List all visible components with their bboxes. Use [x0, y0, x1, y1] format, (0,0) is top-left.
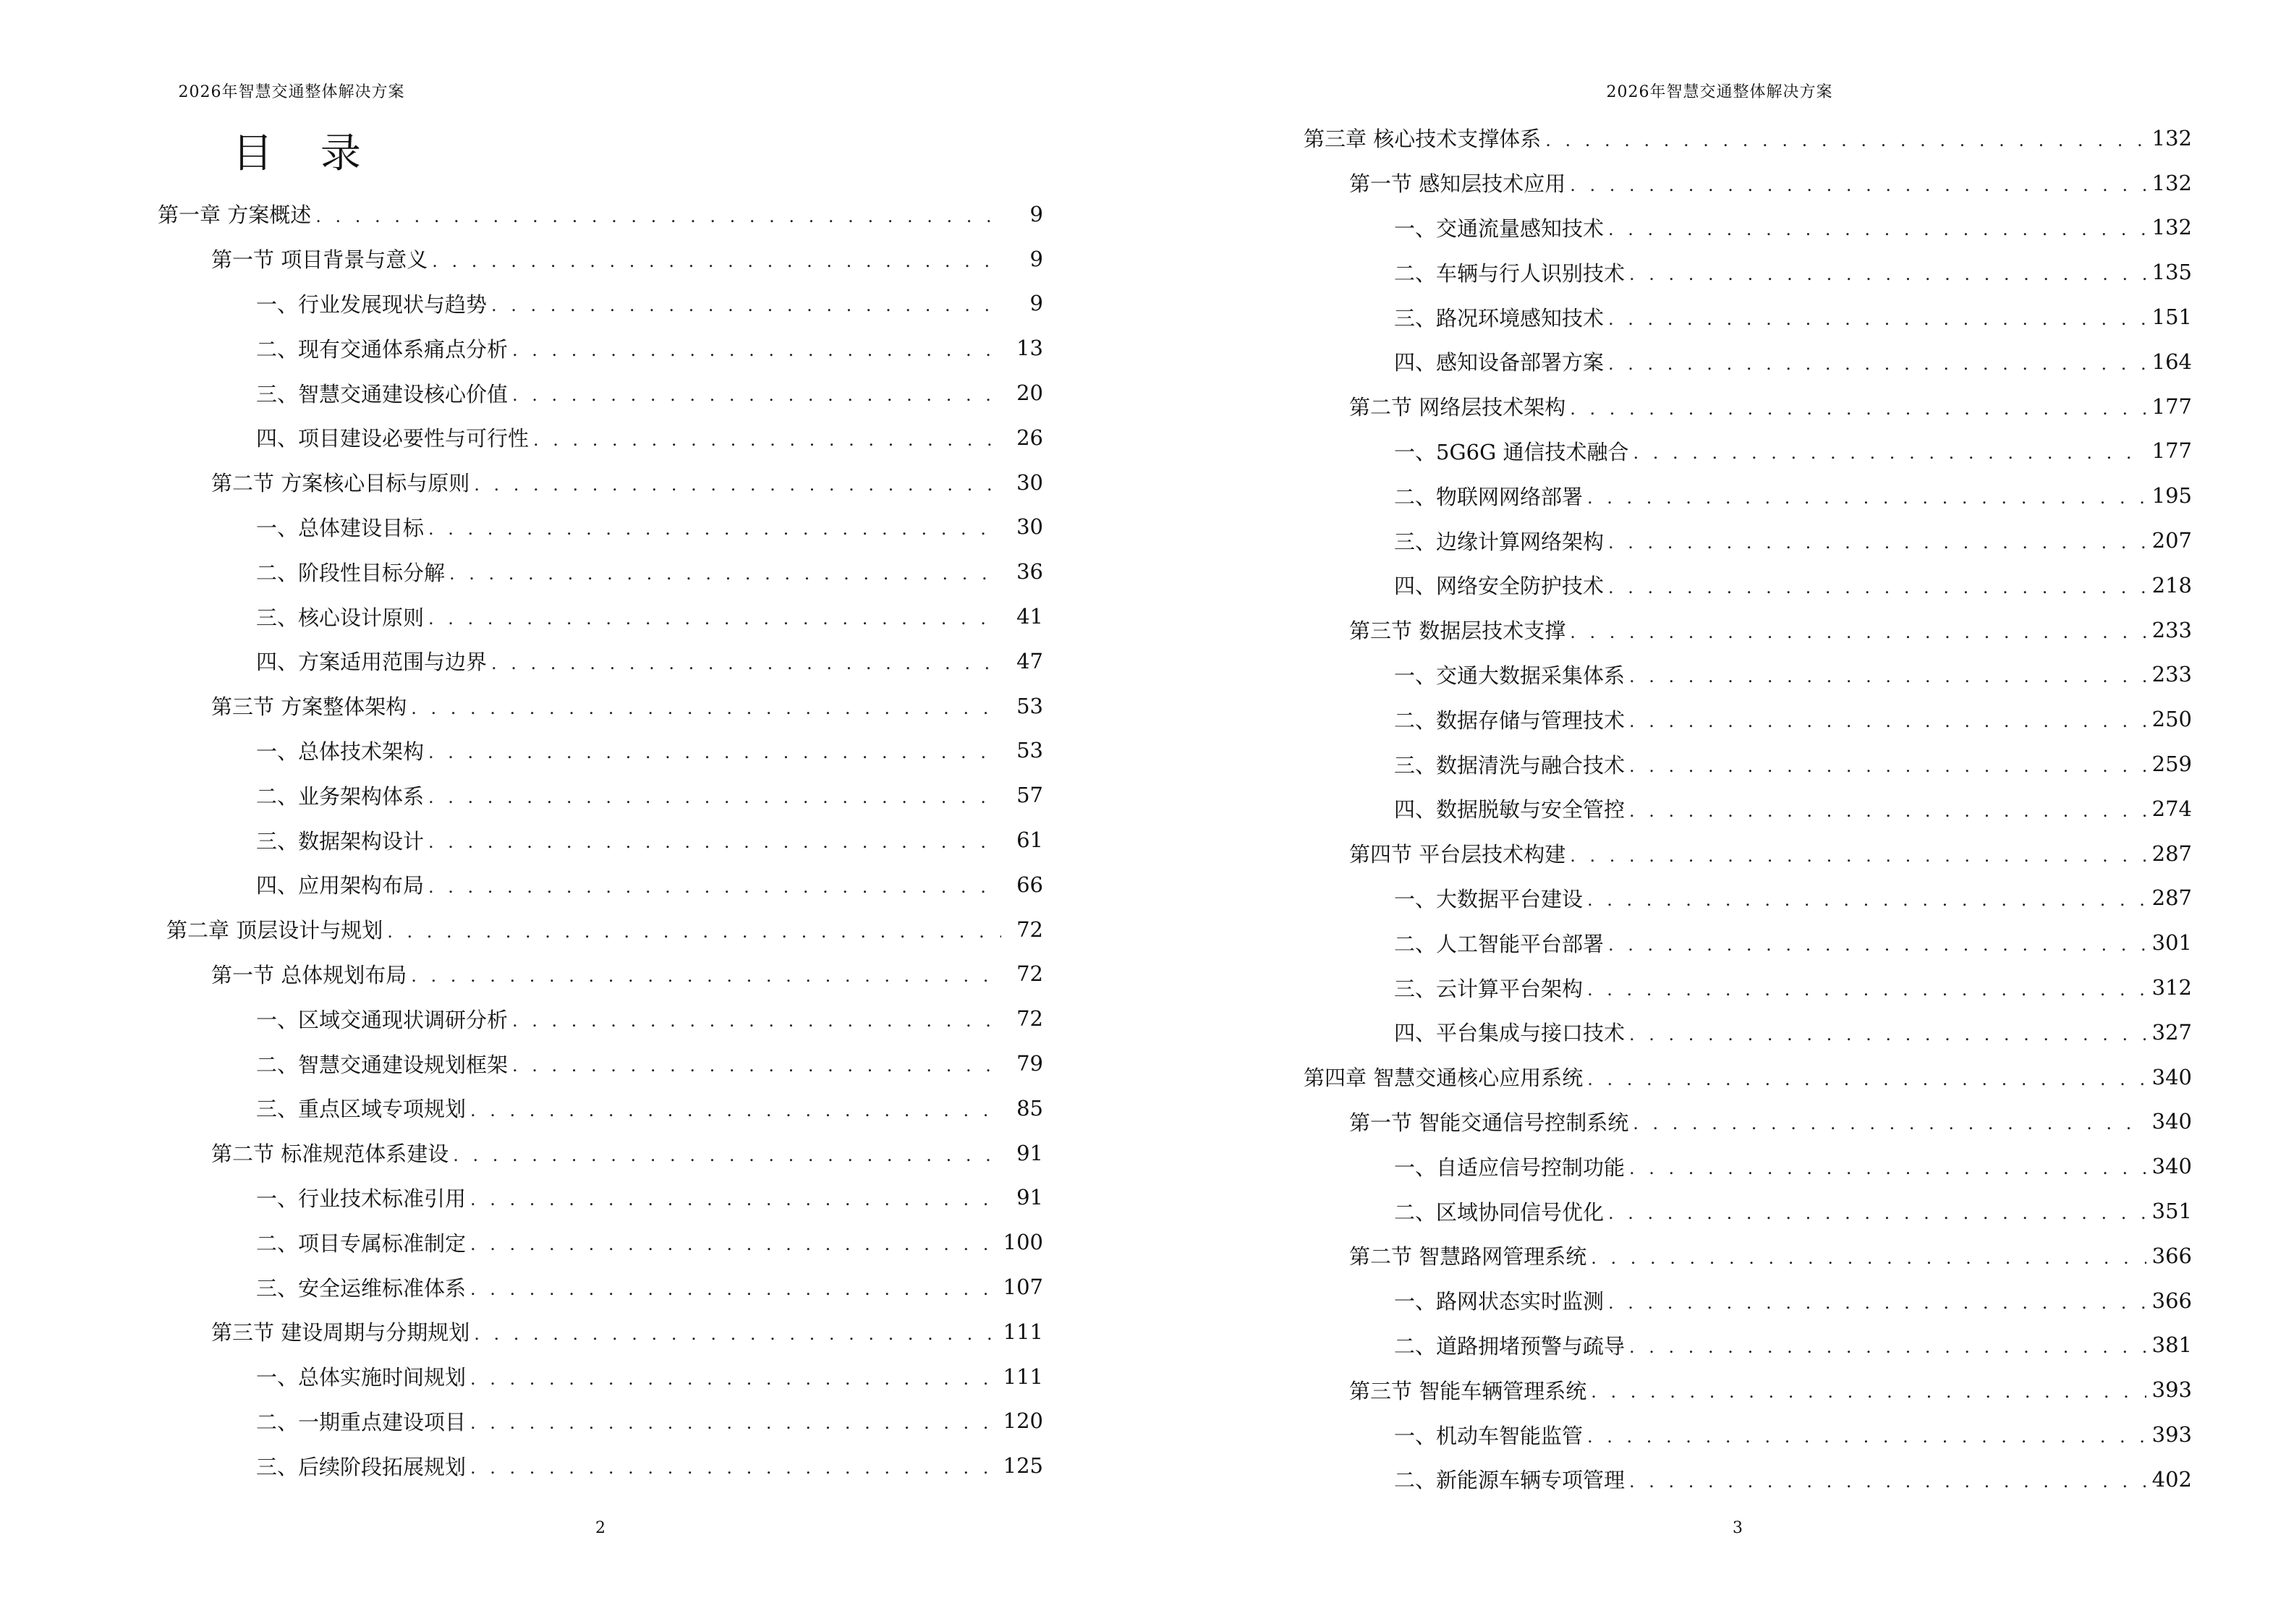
- toc-leader-dots: [1570, 622, 2146, 642]
- toc-entry-subsection[interactable]: [1394, 920, 2192, 965]
- toc-leader-dots: [512, 340, 1001, 360]
- toc-entry-subsection[interactable]: [256, 1086, 1043, 1131]
- toc-entry-section[interactable]: [1349, 1100, 2192, 1144]
- toc-entry-subsection[interactable]: [256, 1354, 1043, 1399]
- toc-leader-dots: [512, 385, 1001, 405]
- toc-entry-chapter[interactable]: [166, 907, 1043, 952]
- toc-leader-dots: [1629, 1024, 2146, 1045]
- toc-entry-page: 125: [1003, 1453, 1043, 1479]
- toc-leader-dots: [470, 1189, 1001, 1210]
- toc-entry-subsection[interactable]: [1394, 1189, 2192, 1233]
- right-page: [1143, 0, 2286, 1624]
- toc-leader-dots: [1570, 846, 2146, 866]
- page-header: 2026年智慧交通整体解决方案: [178, 83, 405, 101]
- toc-leader-dots: [1608, 532, 2146, 553]
- toc-entry-subsection[interactable]: [256, 1041, 1043, 1086]
- toc-entry-page: 287: [2151, 885, 2192, 911]
- toc-leader-dots: [387, 922, 1001, 942]
- toc-leader-dots: [453, 1145, 1001, 1165]
- toc-entry-label: 一、行业技术标准引用: [256, 1186, 467, 1211]
- toc-leader-dots: [1587, 488, 2146, 508]
- toc-leader-dots: [1587, 1427, 2146, 1447]
- toc-entry-label: 一、5G6G 通信技术融合: [1394, 439, 1629, 464]
- toc-leader-dots: [491, 653, 1001, 673]
- toc-entry-label: 三、安全运维标准体系: [256, 1275, 467, 1301]
- toc-entry-page: 66: [1016, 872, 1043, 897]
- toc-entry-label: 一、自适应信号控制功能: [1394, 1155, 1626, 1180]
- toc-entry-label: 二、智慧交通建设规划框架: [256, 1052, 509, 1077]
- toc-entry-page: 250: [2151, 707, 2192, 732]
- toc-entry-page: 135: [2151, 260, 2192, 285]
- toc-entry-page: 72: [1016, 917, 1043, 942]
- toc-entry-label: 四、感知设备部署方案: [1394, 350, 1605, 375]
- toc-entry-subsection[interactable]: [256, 505, 1043, 550]
- toc-entry-page: 30: [1016, 469, 1043, 495]
- toc-leader-dots: [470, 1100, 1001, 1121]
- toc-entry-page: 132: [2151, 125, 2192, 150]
- toc-entry-label: 三、智慧交通建设核心价值: [256, 381, 509, 407]
- toc-entry-label: 第二节 方案核心目标与原则: [211, 471, 470, 496]
- toc-entry-section[interactable]: [211, 1309, 1043, 1354]
- toc-entry-subsection[interactable]: [256, 415, 1043, 460]
- toc-entry-page: 351: [2151, 1199, 2192, 1224]
- toc-entry-label: 第一节 智能交通信号控制系统: [1349, 1110, 1629, 1135]
- toc-entry-label: 第三节 建设周期与分期规划: [211, 1320, 470, 1345]
- toc-entry-subsection[interactable]: [256, 773, 1043, 817]
- toc-entry-section[interactable]: [211, 460, 1043, 505]
- toc-entry-section[interactable]: [211, 1131, 1043, 1176]
- toc-entry-page: 9: [1029, 201, 1043, 226]
- toc-leader-dots: [1608, 1203, 2146, 1223]
- toc-entry-label: 二、数据存储与管理技术: [1394, 707, 1626, 733]
- toc-entry-label: 第四节 平台层技术构建: [1349, 842, 1566, 867]
- toc-entry-subsection[interactable]: [1394, 205, 2192, 250]
- toc-entry-label: 四、数据脱敏与安全管控: [1394, 797, 1626, 822]
- toc-leader-dots: [491, 295, 1001, 315]
- toc-entry-label: 四、平台集成与接口技术: [1394, 1021, 1626, 1046]
- toc-entry-label: 一、交通流量感知技术: [1394, 216, 1605, 241]
- toc-entry-subsection[interactable]: [256, 1399, 1043, 1444]
- toc-entry-page: 41: [1016, 604, 1043, 629]
- toc-entry-label: 四、方案适用范围与边界: [256, 650, 488, 675]
- toc-entry-label: 二、现有交通体系痛点分析: [256, 336, 509, 362]
- toc-entry-label: 三、数据架构设计: [256, 828, 425, 854]
- toc-entry-page: 13: [1016, 336, 1043, 361]
- toc-entry-page: 57: [1016, 783, 1043, 808]
- toc-entry-label: 三、重点区域专项规划: [256, 1097, 467, 1122]
- toc-entry-page: 85: [1016, 1095, 1043, 1121]
- toc-entry-page: 207: [2151, 528, 2192, 553]
- toc-leader-dots: [1608, 935, 2146, 955]
- toc-entry-label: 四、网络安全防护技术: [1394, 574, 1605, 599]
- page-header: 2026年智慧交通整体解决方案: [1606, 83, 1833, 101]
- toc-entry-section[interactable]: [211, 952, 1043, 997]
- toc-entry-subsection[interactable]: [256, 862, 1043, 907]
- toc-entry-page: 195: [2151, 483, 2192, 509]
- toc-entry-label: 第三章 核心技术支撑体系: [1304, 127, 1542, 152]
- toc-entry-subsection[interactable]: [1394, 786, 2192, 831]
- toc-entry-label: 第二章 顶层设计与规划: [166, 918, 383, 943]
- toc-entry-page: 402: [2151, 1466, 2192, 1492]
- toc-leader-dots: [1591, 1382, 2146, 1402]
- toc-leader-dots: [533, 430, 1001, 450]
- toc-leader-dots: [1629, 1158, 2146, 1178]
- toc-leader-dots: [512, 1055, 1001, 1076]
- toc-entry-page: 61: [1016, 828, 1043, 853]
- toc-entry-label: 一、总体技术架构: [256, 739, 425, 764]
- toc-leader-dots: [411, 966, 1001, 986]
- toc-entry-label: 第四章 智慧交通核心应用系统: [1304, 1066, 1584, 1091]
- toc-entry-label: 二、人工智能平台部署: [1394, 931, 1605, 956]
- toc-list-right: [1143, 116, 2286, 1502]
- toc-leader-dots: [470, 1279, 998, 1299]
- toc-entry-label: 二、业务架构体系: [256, 783, 425, 809]
- toc-leader-dots: [1587, 1069, 2146, 1089]
- toc-entry-section[interactable]: [1349, 384, 2192, 429]
- toc-entry-label: 一、大数据平台建设: [1394, 886, 1584, 911]
- toc-entry-page: 340: [2151, 1109, 2192, 1134]
- toc-entry-subsection[interactable]: [1394, 876, 2192, 921]
- toc-leader-dots: [449, 564, 1001, 584]
- toc-entry-page: 164: [2151, 349, 2192, 374]
- toc-entry-label: 第一章 方案概述: [158, 203, 312, 228]
- toc-entry-page: 111: [1003, 1319, 1043, 1344]
- toc-entry-page: 177: [2151, 438, 2192, 464]
- toc-entry-subsection[interactable]: [256, 639, 1043, 684]
- toc-leader-dots: [428, 832, 1001, 852]
- toc-entry-label: 第三节 数据层技术支撑: [1349, 618, 1566, 644]
- toc-entry-page: 111: [1003, 1364, 1043, 1389]
- toc-entry-subsection[interactable]: [256, 281, 1043, 326]
- toc-entry-page: 53: [1016, 738, 1043, 763]
- toc-entry-label: 第一节 项目背景与意义: [211, 247, 428, 273]
- toc-leader-dots: [1608, 219, 2146, 239]
- toc-entry-page: 218: [2151, 572, 2192, 598]
- toc-entry-label: 三、边缘计算网络架构: [1394, 529, 1605, 554]
- toc-entry-label: 二、车辆与行人识别技术: [1394, 260, 1626, 286]
- toc-leader-dots: [1629, 264, 2146, 284]
- toc-leader-dots: [428, 608, 1001, 629]
- toc-entry-subsection[interactable]: [256, 1220, 1043, 1264]
- toc-entry-subsection[interactable]: [1394, 741, 2192, 786]
- toc-entry-section[interactable]: [1349, 161, 2192, 205]
- toc-leader-dots: [1629, 666, 2146, 686]
- toc-entry-page: 132: [2151, 215, 2192, 240]
- toc-entry-subsection[interactable]: [256, 549, 1043, 594]
- toc-leader-dots: [1608, 1293, 2146, 1313]
- toc-entry-subsection[interactable]: [1394, 518, 2192, 563]
- toc-entry-page: 100: [1003, 1230, 1043, 1255]
- toc-entry-page: 107: [1003, 1275, 1043, 1300]
- toc-leader-dots: [512, 1011, 1001, 1031]
- toc-leader-dots: [1629, 1337, 2146, 1357]
- toc-entry-label: 第三节 智能车辆管理系统: [1349, 1378, 1587, 1403]
- toc-entry-subsection[interactable]: [256, 996, 1043, 1041]
- toc-entry-page: 259: [2151, 752, 2192, 777]
- toc-entry-subsection[interactable]: [256, 594, 1043, 639]
- toc-leader-dots: [474, 475, 1001, 495]
- toc-entry-subsection[interactable]: [1394, 697, 2192, 741]
- toc-entry-section[interactable]: [211, 237, 1043, 281]
- toc-entry-label: 一、交通大数据采集体系: [1394, 663, 1626, 688]
- toc-leader-dots: [1591, 1248, 2146, 1268]
- toc-entry-label: 一、总体建设目标: [256, 515, 425, 540]
- toc-leader-dots: [1633, 1113, 2146, 1134]
- toc-leader-dots: [1587, 979, 2146, 1000]
- toc-entry-page: 287: [2151, 841, 2192, 866]
- toc-entry-label: 第二节 标准规范体系建设: [211, 1142, 449, 1167]
- toc-entry-subsection[interactable]: [256, 1176, 1043, 1220]
- toc-leader-dots: [432, 251, 1001, 271]
- toc-entry-subsection[interactable]: [1394, 1457, 2192, 1502]
- toc-entry-label: 三、核心设计原则: [256, 605, 425, 630]
- toc-leader-dots: [1629, 756, 2146, 776]
- toc-entry-label: 一、总体实施时间规划: [256, 1365, 467, 1390]
- toc-entry-page: 340: [2151, 1064, 2192, 1089]
- toc-entry-page: 312: [2151, 975, 2192, 1000]
- toc-leader-dots: [1633, 443, 2146, 463]
- toc-entry-page: 20: [1016, 381, 1043, 406]
- page-number: 2: [595, 1519, 606, 1537]
- toc-entry-label: 二、一期重点建设项目: [256, 1409, 467, 1434]
- toc-entry-subsection[interactable]: [256, 1443, 1043, 1488]
- toc-entry-label: 四、项目建设必要性与可行性: [256, 426, 530, 451]
- toc-entry-section[interactable]: [1349, 831, 2192, 876]
- toc-entry-section[interactable]: [1349, 1367, 2192, 1412]
- toc-entry-label: 三、路况环境感知技术: [1394, 305, 1605, 331]
- toc-entry-page: 91: [1016, 1185, 1043, 1210]
- toc-entry-subsection[interactable]: [1394, 250, 2192, 294]
- toc-entry-subsection[interactable]: [1394, 1412, 2192, 1457]
- toc-leader-dots: [428, 519, 1001, 539]
- toc-entry-label: 第一节 总体规划布局: [211, 962, 407, 987]
- toc-entry-subsection[interactable]: [1394, 652, 2192, 697]
- toc-entry-page: 366: [2151, 1288, 2192, 1313]
- toc-entry-page: 9: [1029, 291, 1043, 316]
- toc-entry-page: 381: [2151, 1332, 2192, 1358]
- toc-leader-dots: [428, 877, 1001, 897]
- toc-entry-chapter[interactable]: [1304, 1055, 2192, 1100]
- toc-entry-label: 二、道路拥堵预警与疏导: [1394, 1333, 1626, 1359]
- toc-entry-subsection[interactable]: [1394, 473, 2192, 518]
- toc-leader-dots: [1629, 1471, 2146, 1492]
- toc-entry-subsection[interactable]: [1394, 429, 2192, 474]
- toc-entry-page: 340: [2151, 1154, 2192, 1179]
- toc-entry-page: 366: [2151, 1243, 2192, 1268]
- toc-entry-subsection[interactable]: [1394, 339, 2192, 384]
- toc-entry-label: 第二节 网络层技术架构: [1349, 395, 1566, 420]
- toc-entry-page: 47: [1016, 648, 1043, 673]
- toc-entry-label: 第三节 方案整体架构: [211, 694, 407, 720]
- toc-entry-page: 72: [1016, 961, 1043, 987]
- toc-entry-label: 第二节 智慧路网管理系统: [1349, 1244, 1587, 1270]
- toc-entry-subsection[interactable]: [256, 817, 1043, 862]
- toc-entry-page: 132: [2151, 170, 2192, 195]
- toc-entry-label: 二、区域协同信号优化: [1394, 1199, 1605, 1225]
- toc-entry-subsection[interactable]: [256, 326, 1043, 370]
- toc-entry-label: 二、新能源车辆专项管理: [1394, 1468, 1626, 1493]
- toc-entry-page: 36: [1016, 559, 1043, 584]
- toc-entry-label: 第一节 感知层技术应用: [1349, 171, 1566, 197]
- toc-entry-page: 393: [2151, 1422, 2192, 1447]
- toc-entry-label: 一、机动车智能监管: [1394, 1423, 1584, 1448]
- toc-entry-subsection[interactable]: [256, 370, 1043, 415]
- toc-entry-page: 120: [1003, 1408, 1043, 1434]
- toc-entry-page: 26: [1016, 425, 1043, 450]
- toc-entry-subsection[interactable]: [1394, 1278, 2192, 1323]
- toc-leader-dots: [1629, 711, 2146, 731]
- toc-entry-subsection[interactable]: [1394, 1010, 2192, 1055]
- toc-leader-dots: [428, 742, 1001, 762]
- toc-leader-dots: [1587, 890, 2146, 910]
- toc-leader-dots: [470, 1458, 998, 1478]
- toc-entry-subsection[interactable]: [1394, 294, 2192, 339]
- toc-entry-chapter[interactable]: [1304, 116, 2192, 161]
- toc-entry-label: 三、后续阶段拓展规划: [256, 1454, 467, 1479]
- toc-entry-page: 233: [2151, 617, 2192, 642]
- toc-entry-page: 53: [1016, 693, 1043, 718]
- toc-entry-label: 一、行业发展现状与趋势: [256, 292, 488, 317]
- toc-entry-subsection[interactable]: [1394, 1323, 2192, 1368]
- toc-entry-section[interactable]: [211, 684, 1043, 728]
- toc-entry-label: 四、应用架构布局: [256, 873, 425, 898]
- toc-list-left: [0, 192, 1143, 1488]
- toc-entry-page: 9: [1029, 246, 1043, 271]
- toc-entry-label: 二、项目专属标准制定: [256, 1230, 467, 1256]
- toc-entry-page: 274: [2151, 796, 2192, 821]
- toc-entry-page: 177: [2151, 394, 2192, 419]
- toc-entry-page: 327: [2151, 1019, 2192, 1045]
- toc-leader-dots: [1608, 577, 2146, 598]
- toc-leader-dots: [470, 1413, 998, 1433]
- toc-leader-dots: [1570, 175, 2146, 195]
- toc-entry-subsection[interactable]: [1394, 563, 2192, 608]
- toc-entry-section[interactable]: [1349, 608, 2192, 652]
- toc-entry-page: 79: [1016, 1051, 1043, 1076]
- toc-leader-dots: [1629, 801, 2146, 821]
- toc-leader-dots: [315, 206, 1001, 226]
- toc-entry-label: 二、阶段性目标分解: [256, 560, 446, 585]
- toc-entry-page: 151: [2151, 305, 2192, 330]
- toc-leader-dots: [474, 1324, 997, 1344]
- toc-leader-dots: [1608, 309, 2146, 329]
- toc-entry-page: 233: [2151, 662, 2192, 687]
- toc-leader-dots: [470, 1369, 998, 1389]
- toc-entry-subsection[interactable]: [256, 1264, 1043, 1309]
- toc-entry-subsection[interactable]: [1394, 1144, 2192, 1189]
- toc-entry-label: 二、物联网网络部署: [1394, 484, 1584, 509]
- toc-entry-subsection[interactable]: [256, 728, 1043, 773]
- toc-leader-dots: [1608, 354, 2146, 374]
- toc-leader-dots: [411, 698, 1001, 718]
- toc-title: 目 录: [232, 130, 378, 177]
- toc-entry-page: 30: [1016, 514, 1043, 540]
- toc-leader-dots: [470, 1234, 998, 1254]
- toc-leader-dots: [1570, 399, 2146, 419]
- toc-entry-label: 一、区域交通现状调研分析: [256, 1007, 509, 1032]
- toc-entry-subsection[interactable]: [1394, 965, 2192, 1010]
- toc-leader-dots: [428, 787, 1001, 807]
- page-number: 3: [1733, 1519, 1743, 1537]
- toc-entry-chapter[interactable]: [158, 192, 1043, 237]
- toc-entry-page: 91: [1016, 1140, 1043, 1165]
- toc-entry-page: 393: [2151, 1377, 2192, 1403]
- toc-entry-page: 72: [1016, 1006, 1043, 1032]
- toc-entry-label: 三、数据清洗与融合技术: [1394, 752, 1626, 778]
- toc-entry-section[interactable]: [1349, 1233, 2192, 1278]
- toc-leader-dots: [1545, 130, 2146, 150]
- toc-entry-label: 一、路网状态实时监测: [1394, 1289, 1605, 1314]
- toc-entry-page: 301: [2151, 930, 2192, 956]
- toc-entry-label: 三、云计算平台架构: [1394, 976, 1584, 1001]
